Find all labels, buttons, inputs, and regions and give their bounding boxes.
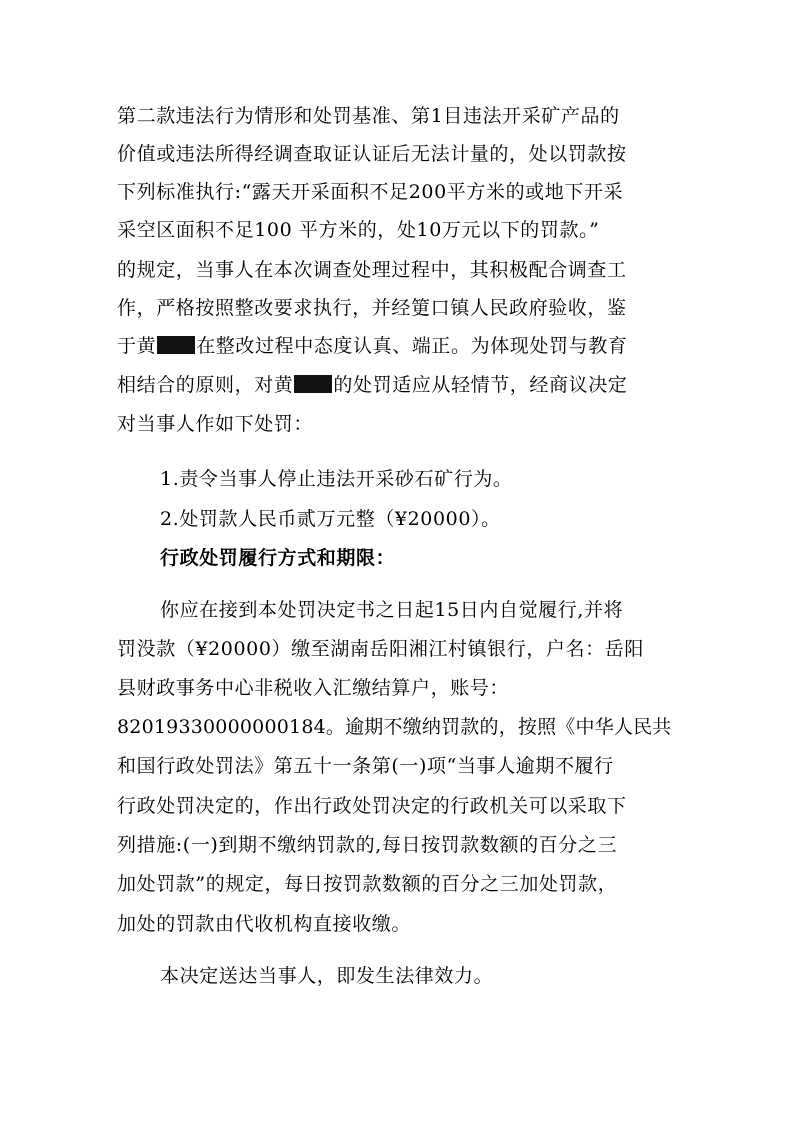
body-line-6: 作，严格按照整改要求执行，并经筻口镇人民政府验收，鉴 [117, 297, 627, 319]
body-line-8 [117, 372, 627, 398]
body2-line-3: 县财政事务中心非税收入汇缴结算户，账号： [117, 677, 510, 699]
line8-post-text: 的处罚适应从轻情节，经商议决定 [333, 374, 628, 396]
section-heading: 行政处罚履行方式和期限： [160, 547, 396, 569]
body2-line-8: 加处罚款”的规定，每日按罚款数额的百分之三加处罚款， [117, 873, 618, 895]
body-line-4: 采空区面积不足100 平方米的，处10万元以下的罚款。” [117, 219, 600, 241]
body-line-2: 价值或违法所得经调查取证认证后无法计量的，处以罚款按 [117, 143, 627, 165]
line7-post-text: 在整改过程中态度认真、端正。为体现处罚与教育 [196, 335, 628, 357]
body2-line-1: 你应在接到本处罚决定书之日起15日内自觉履行,并将 [160, 599, 624, 621]
body-line-9: 对当事人作如下处罚： [117, 413, 314, 435]
penalty-item-2: 2.处罚款人民币贰万元整（¥20000）。 [160, 508, 501, 530]
body2-line-7: 列措施:(一)到期不缴纳罚款的,每日按罚款数额的百分之三 [117, 834, 618, 856]
body-line-5: 的规定，当事人在本次调查处理过程中，其积极配合调查工 [117, 259, 627, 281]
body2-line-6: 行政处罚决定的，作出行政处罚决定的行政机关可以采取下 [117, 795, 627, 817]
line8-pre-text: 相结合的原则，对黄 [117, 374, 294, 396]
body-line-7 [117, 333, 627, 359]
redaction-block [157, 336, 195, 354]
body2-line-5: 和国行政处罚法》第五十一条第(一)项“当事人逾期不履行 [117, 755, 614, 777]
body-line-1: 第二款违法行为情形和处罚基准、第1目违法开采矿产品的 [117, 105, 620, 127]
closing-line: 本决定送达当事人，即发生法律效力。 [160, 965, 494, 987]
body2-line-4: 82019330000000184。逾期不缴纳罚款的，按照《中华人民共 [117, 716, 672, 738]
penalty-item-1: 1.责令当事人停止违法开采砂石矿行为。 [160, 468, 513, 490]
redaction-block [294, 375, 332, 393]
body2-line-9: 加处的罚款由代收机构直接收缴。 [117, 913, 412, 935]
body-line-3: 下列标准执行:“露天开采面积不足200平方米的或地下开采 [117, 181, 624, 203]
line7-pre-text: 于黄 [117, 335, 157, 357]
body2-line-2: 罚没款（¥20000）缴至湖南岳阳湘江村镇银行，户名：岳阳 [117, 638, 644, 660]
